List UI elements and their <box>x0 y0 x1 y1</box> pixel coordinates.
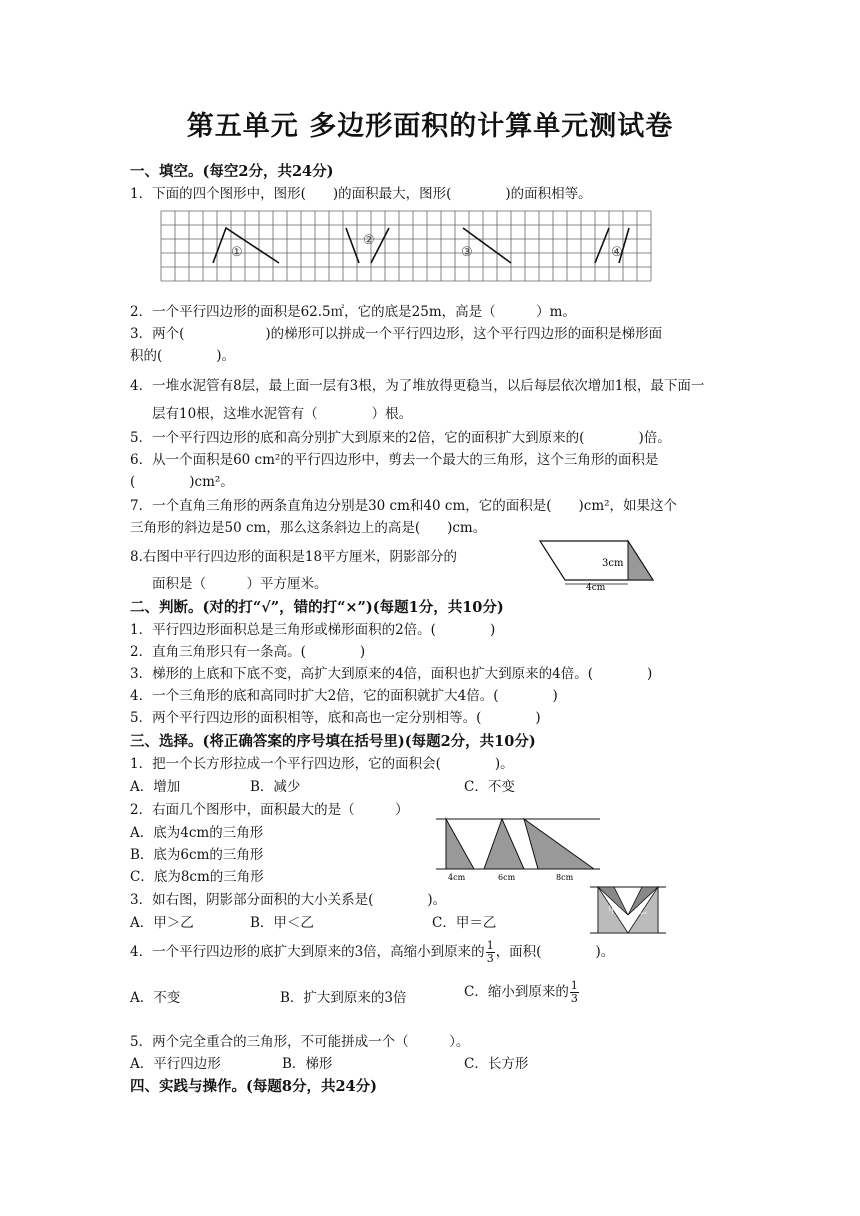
choice-2-option-a: A．底为4cm的三角形 <box>130 825 264 841</box>
triangle-label-4cm: 4cm <box>448 873 466 882</box>
fill-question-6a: 6．从一个面积是60 cm²的平行四边形中，剪去一个最大的三角形，这个三角形的面积是 <box>130 452 659 468</box>
fill-question-1: 1．下面的四个图形中，图形( )的面积最大，图形( )的面积相等。 <box>130 186 592 202</box>
choice-4-text-post: ，面积( )。 <box>495 944 615 960</box>
fill-question-4b: 层有10根，这堆水泥管有（ ）根。 <box>152 406 413 422</box>
figure-label-2: ② <box>363 233 375 248</box>
choice-2-option-b: B．底为6cm的三角形 <box>130 847 264 863</box>
choice-question-3: 3．如右图，阴影部分面积的大小关系是( )。 <box>130 892 447 908</box>
fraction-denominator: 3 <box>486 952 494 965</box>
figure-label-1: ① <box>231 245 243 260</box>
choice-5-option-a: A．平行四边形 <box>130 1056 221 1072</box>
shade-label-yi: 乙 <box>638 906 648 916</box>
grid-figure <box>161 211 651 281</box>
fill-question-2: 2．一个平行四边形的面积是62.5㎡，它的底是25m，高是（ ）m。 <box>130 304 576 320</box>
choice-1-option-a: A．增加 <box>130 779 181 795</box>
fill-question-7b: 三角形的斜边是50 cm，那么这条斜边上的高是( )cm。 <box>130 520 487 536</box>
section-fill-heading: 一、填空。(每空2分，共24分) <box>130 163 334 180</box>
choice-4-option-a: A．不变 <box>130 990 181 1006</box>
choice-1-option-c: C．不变 <box>464 779 515 795</box>
choice-5-option-b: B．梯形 <box>282 1056 333 1072</box>
parallelogram-figure <box>540 538 655 593</box>
choice-4-option-b: B．扩大到原来的3倍 <box>280 990 407 1006</box>
fill-question-8a: 8.右图中平行四边形的面积是18平方厘米，阴影部分的 <box>130 549 458 565</box>
figure-label-3: ③ <box>461 245 473 260</box>
butterfly-figure <box>590 885 666 935</box>
choice-question-4 <box>130 940 614 965</box>
choice-question-2: 2．右面几个图形中，面积最大的是（ ） <box>130 802 409 818</box>
fill-question-8b: 面积是（ ）平方厘米。 <box>152 576 328 592</box>
choice-5-option-c: C．长方形 <box>464 1056 529 1072</box>
fill-question-6b: ( )cm²。 <box>130 474 234 490</box>
choice-question-5: 5．两个完全重合的三角形，不可能拼成一个（ ）。 <box>130 1034 470 1050</box>
choice-4-option-c <box>464 980 580 1005</box>
section-practice-heading: 四、实践与操作。(每题8分，共24分) <box>130 1078 377 1095</box>
q8-height-label: 3cm <box>602 558 624 569</box>
fill-question-5: 5．一个平行四边形的底和高分别扩大到原来的2倍，它的面积扩大到原来的( )倍。 <box>130 430 671 446</box>
fill-question-7a: 7．一个直角三角形的两条直角边分别是30 cm和40 cm，它的面积是( )cm²，如果这个 <box>130 498 678 514</box>
q8-base-label: 4cm <box>586 583 606 593</box>
choice-3-option-c: C．甲＝乙 <box>432 915 497 931</box>
fraction-one-third <box>486 940 495 965</box>
choice-3-option-b: B．甲＜乙 <box>250 915 314 931</box>
triangles-figure <box>436 816 600 884</box>
fraction-numerator: 1 <box>486 939 494 952</box>
fill-question-3a: 3．两个( )的梯形可以拼成一个平行四边形，这个平行四边形的面积是梯形面 <box>130 326 663 342</box>
fill-question-4a: 4．一堆水泥管有8层，最上面一层有3根，为了堆放得更稳当，以后每层依次增加1根，最下面一 <box>130 378 705 394</box>
judge-question-2: 2．直角三角形只有一条高。( ) <box>130 644 366 660</box>
choice-1-option-b: B．减少 <box>250 779 301 795</box>
fraction-denominator: 3 <box>570 992 578 1005</box>
fill-question-3b: 积的( )。 <box>130 348 236 364</box>
choice-question-1: 1．把一个长方形拉成一个平行四边形，它的面积会( )。 <box>130 756 514 772</box>
judge-question-3: 3．梯形的上底和下底不变，高扩大到原来的4倍，面积也扩大到原来的4倍。( ) <box>130 666 653 682</box>
choice-4-text-pre: 4．一个平行四边形的底扩大到原来的3倍，高缩小到原来的 <box>130 944 485 960</box>
figure-label-4: ④ <box>611 245 623 260</box>
judge-question-1: 1．平行四边形面积总是三角形或梯形面积的2倍。( ) <box>130 622 496 638</box>
choice-2-option-c: C．底为8cm的三角形 <box>130 869 264 885</box>
judge-question-4: 4．一个三角形的底和高同时扩大2倍，它的面积就扩大4倍。( ) <box>130 688 558 704</box>
choice-4-option-c-text: C．缩小到原来的 <box>464 984 569 1000</box>
shade-label-jia: 甲 <box>608 906 618 916</box>
triangle-label-8cm: 8cm <box>556 873 574 882</box>
fraction-one-third-option <box>570 980 579 1005</box>
triangle-label-6cm: 6cm <box>498 873 516 882</box>
section-choice-heading: 三、选择。(将正确答案的序号填在括号里)(每题2分，共10分) <box>130 733 536 750</box>
fraction-numerator: 1 <box>570 979 578 992</box>
section-judge-heading: 二、判断。(对的打“√”，错的打“×”)(每题1分，共10分) <box>130 599 504 616</box>
judge-question-5: 5．两个平行四边形的面积相等，底和高也一定分别相等。( ) <box>130 710 541 726</box>
page-title: 第五单元 多边形面积的计算单元测试卷 <box>186 111 674 142</box>
choice-3-option-a: A．甲＞乙 <box>130 915 194 931</box>
